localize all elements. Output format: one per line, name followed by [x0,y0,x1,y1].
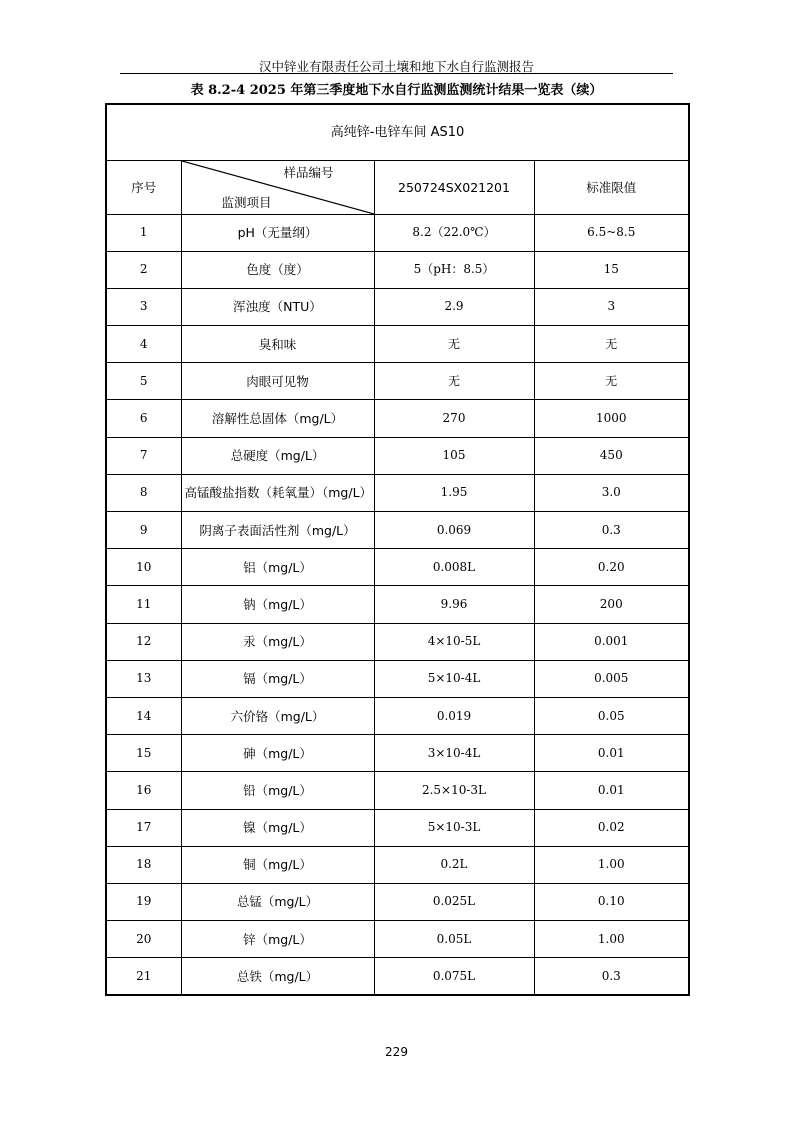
running-header: 汉中锌业有限责任公司土壤和地下水自行监测报告 [258,59,534,74]
location-row [106,104,689,160]
table-row [106,623,689,660]
item-cell: 溶解性总固体（mg/L） [181,400,374,437]
table-row [106,288,689,325]
item-cell: 砷（mg/L） [181,735,374,772]
table-row [106,512,689,549]
limit-cell: 0.02 [534,809,689,846]
row-index-cell: 3 [106,288,181,325]
limit-cell: 1.00 [534,921,689,958]
row-index-cell: 16 [106,772,181,809]
diagonal-header-cell [181,160,374,214]
limit-cell: 0.05 [534,697,689,734]
row-index-cell: 12 [106,623,181,660]
value-cell: 0.019 [374,697,534,734]
value-cell: 9.96 [374,586,534,623]
table-row [106,921,689,958]
table-row [106,251,689,288]
table-row [106,326,689,363]
value-cell: 0.025L [374,883,534,920]
limit-cell: 450 [534,437,689,474]
table-row [106,883,689,920]
limit-cell: 6.5~8.5 [534,214,689,251]
item-cell: 镉（mg/L） [181,660,374,697]
item-cell: 臭和味 [181,326,374,363]
header-rule [120,73,673,74]
value-cell: 0.05L [374,921,534,958]
limit-cell: 3.0 [534,474,689,511]
table-row [106,437,689,474]
item-cell: 阴离子表面活性剂（mg/L） [181,512,374,549]
row-index-cell: 4 [106,326,181,363]
item-cell: 铜（mg/L） [181,846,374,883]
item-cell: 汞（mg/L） [181,623,374,660]
limit-cell: 0.3 [534,958,689,995]
limit-header: 标准限值 [534,160,689,214]
monitoring-results-table [105,103,690,996]
limit-cell: 15 [534,251,689,288]
limit-cell: 1000 [534,400,689,437]
item-cell: 铝（mg/L） [181,549,374,586]
item-cell: 钠（mg/L） [181,586,374,623]
sample-code-header: 250724SX021201 [374,160,534,214]
value-cell: 0.008L [374,549,534,586]
value-cell: 105 [374,437,534,474]
value-cell: 3×10-4L [374,735,534,772]
value-cell: 1.95 [374,474,534,511]
item-cell: 肉眼可见物 [181,363,374,400]
row-index-cell: 9 [106,512,181,549]
item-cell: 总铁（mg/L） [181,958,374,995]
item-cell: 铅（mg/L） [181,772,374,809]
sample-code-label: 样品编号 [283,164,334,180]
row-index-cell: 10 [106,549,181,586]
item-cell: pH（无量纲） [181,214,374,251]
table-row [106,809,689,846]
value-cell: 2.9 [374,288,534,325]
item-cell: 六价铬（mg/L） [181,697,374,734]
row-index-cell: 1 [106,214,181,251]
header-row [106,160,689,214]
table-row [106,214,689,251]
limit-cell: 0.3 [534,512,689,549]
location-cell: 高纯锌-电锌车间 AS10 [106,104,689,160]
limit-cell: 0.005 [534,660,689,697]
item-label: 监测项目 [221,194,272,210]
table-row [106,958,689,995]
value-cell: 0.2L [374,846,534,883]
item-cell: 锌（mg/L） [181,921,374,958]
table-row [106,400,689,437]
limit-cell: 0.001 [534,623,689,660]
table-row [106,772,689,809]
page-number: 229 [385,1045,408,1059]
row-index-cell: 11 [106,586,181,623]
row-index-cell: 15 [106,735,181,772]
row-index-cell: 14 [106,697,181,734]
value-cell: 5（pH：8.5） [374,251,534,288]
limit-cell: 3 [534,288,689,325]
value-cell: 0.075L [374,958,534,995]
value-cell: 无 [374,326,534,363]
limit-cell: 200 [534,586,689,623]
row-index-cell: 17 [106,809,181,846]
value-cell: 4×10-5L [374,623,534,660]
item-cell: 总锰（mg/L） [181,883,374,920]
row-index-cell: 2 [106,251,181,288]
item-cell: 浑浊度（NTU） [181,288,374,325]
row-index-cell: 13 [106,660,181,697]
diagonal-line [182,161,374,214]
row-index-cell: 19 [106,883,181,920]
table-title: 表 8.2-4 2025 年第三季度地下水自行监测监测统计结果一览表（续） [190,83,603,98]
limit-cell: 0.01 [534,735,689,772]
row-index-cell: 6 [106,400,181,437]
value-cell: 0.069 [374,512,534,549]
value-cell: 5×10-4L [374,660,534,697]
table-row [106,363,689,400]
table-row [106,846,689,883]
row-index-cell: 21 [106,958,181,995]
item-cell: 色度（度） [181,251,374,288]
limit-cell: 0.20 [534,549,689,586]
value-cell: 5×10-3L [374,809,534,846]
row-index-cell: 18 [106,846,181,883]
table-row [106,697,689,734]
table-row [106,660,689,697]
limit-cell: 无 [534,363,689,400]
table-row [106,735,689,772]
table-row [106,474,689,511]
table-row [106,586,689,623]
row-index-cell: 7 [106,437,181,474]
index-header: 序号 [106,160,181,214]
row-index-cell: 20 [106,921,181,958]
row-index-cell: 5 [106,363,181,400]
item-cell: 镍（mg/L） [181,809,374,846]
item-cell: 总硬度（mg/L） [181,437,374,474]
limit-cell: 1.00 [534,846,689,883]
limit-cell: 0.10 [534,883,689,920]
row-index-cell: 8 [106,474,181,511]
value-cell: 2.5×10-3L [374,772,534,809]
limit-cell: 0.01 [534,772,689,809]
limit-cell: 无 [534,326,689,363]
value-cell: 8.2（22.0℃） [374,214,534,251]
table-row [106,549,689,586]
value-cell: 无 [374,363,534,400]
value-cell: 270 [374,400,534,437]
item-cell: 高锰酸盐指数（耗氧量）（mg/L） [181,474,374,511]
